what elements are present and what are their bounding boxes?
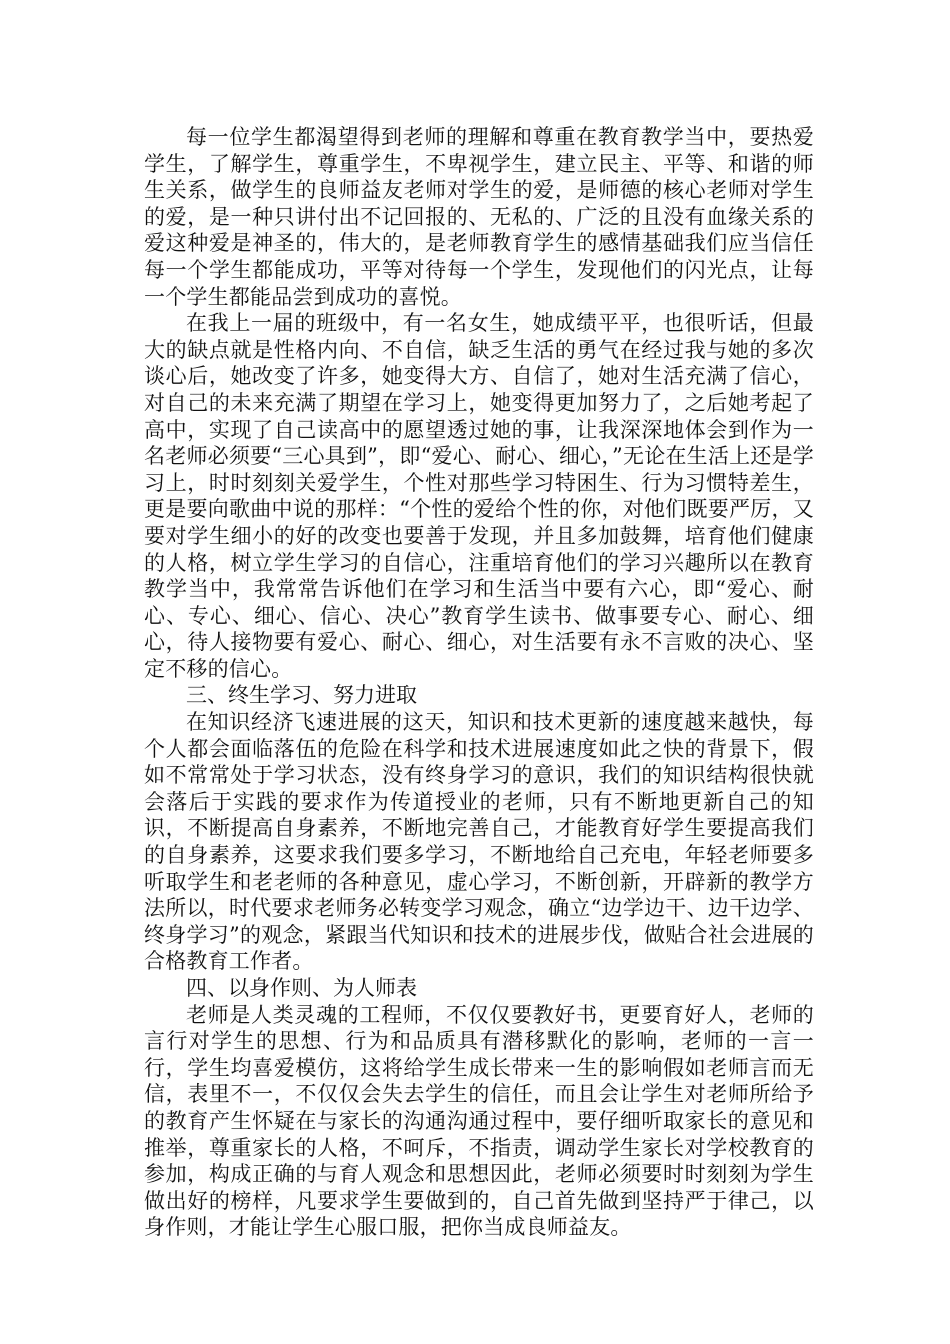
- paragraph-student-story: 在我上一届的班级中，有一名女生，她成绩平平，也很听话，但最大的缺点就是性格内向、不自信，缺乏生活的勇气在经过我与她的多次谈心后，她改变了许多，她变得大方、自信了，她对生活充满了信心，对自己的未来充满了期望在学习上，她变得更加努力了，之后她考起了高中，实现了自己读高中的愿望透过她的事，让我深深地体会到作为一名老师必须要“三心具到”，即“爱心、耐心、细心，”无论在生活上还是学习上，时时刻刻关爱学生，个性对那些学习特困生、行为习惯特差生，更是要向歌曲中说的那样：“个性的爱给个性的你，对他们既要严厉，又要对学生细小的好的改变也要善于发现，并且多加鼓舞，培育他们健康的人格，树立学生学习的自信心，注重培育他们的学习兴趣所以在教育教学当中，我常常告诉他们在学习和生活当中要有六心，即“爱心、耐心、专心、细心、信心、决心”教育学生读书、做事要专心、耐心、细心，待人接物要有爱心、耐心、细心，对生活要有永不言败的决心、坚定不移的信心。: [144, 311, 814, 681]
- section-heading-lead-by-example: 四、以身作则、为人师表: [186, 976, 417, 1000]
- paragraph-lead-by-example: 老师是人类灵魂的工程师，不仅仅要教好书，更要育好人，老师的言行对学生的思想、行为和品质具有潜移默化的影响，老师的一言一行，学生均喜爱模仿，这将给学生成长带来一生的影响假如老师言而无信，表里不一，不仅仅会失去学生的信任，而且会让学生对老师所给予的教育产生怀疑在与家长的沟通沟通过程中，要仔细听取家长的意见和推举，尊重家长的人格，不呵斥，不指责，调动学生家长对学校教育的参加，构成正确的与育人观念和思想因此，老师必须要时时刻刻为学生做出好的榜样，凡要求学生要做到的，自己首先做到坚持严于律己，以身作则，才能让学生心服口服，把你当成良师益友。: [144, 1002, 814, 1240]
- paragraph-lifelong-learning: 在知识经济飞速进展的这天，知识和技术更新的速度越来越快，每个人都会面临落伍的危险在科学和技术进展速度如此之快的背景下，假如不常常处于学习状态，没有终身学习的意识，我们的知识结构很快就会落后于实践的要求作为传道授业的老师，只有不断地更新自己的知识，不断提高自身素养，不断地完善自己，才能教育好学生要提高我们的自身素养，这要求我们要多学习，不断地给自己充电，年轻老师要多听取学生和老老师的各种意见，虚心学习，不断创新，开辟新的教学方法所以，时代要求老师务必转变学习观念，确立“边学边干、边干边学、终身学习”的观念，紧跟当代知识和技术的进展步伐，做贴合社会进展的合格教育工作者。: [144, 710, 814, 974]
- paragraph-respect-students: 每一位学生都渴望得到老师的理解和尊重在教育教学当中，要热爱学生，了解学生，尊重学生，不卑视学生，建立民主、平等、和谐的师生关系，做学生的良师益友老师对学生的爱，是师德的核心老师对学生的爱，是一种只讲付出不记回报的、无私的、广泛的且没有血缘关系的爱这种爱是神圣的，伟大的，是老师教育学生的感情基础我们应当信任每一个学生都能成功，平等对待每一个学生，发现他们的闪光点，让每一个学生都能品尝到成功的喜悦。: [144, 125, 814, 309]
- document-body: [144, 124, 814, 1241]
- section-heading-lifelong-learning: 三、终生学习、努力进取: [186, 683, 417, 708]
